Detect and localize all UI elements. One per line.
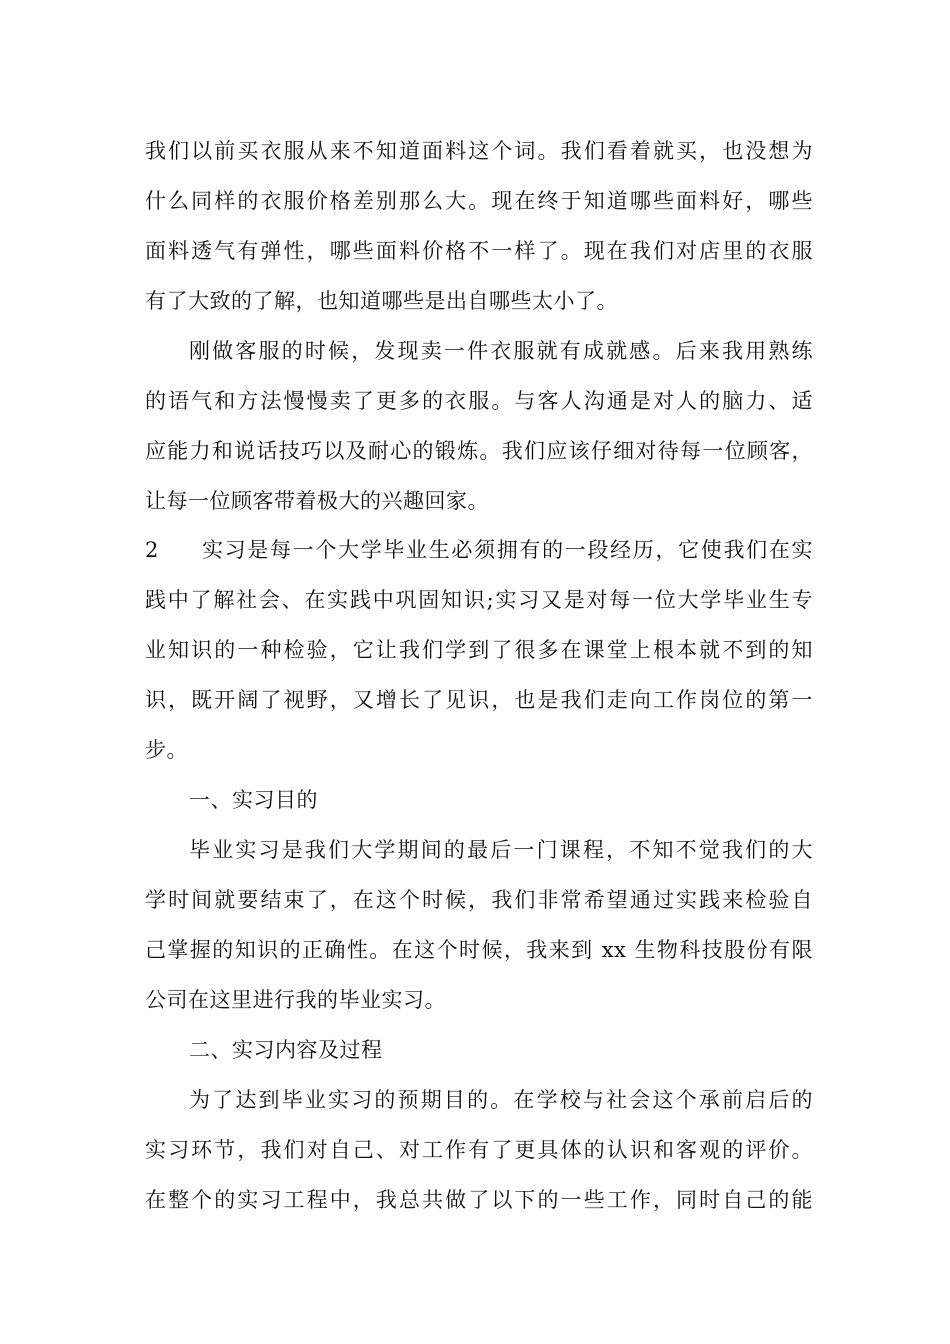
p2-line-4: 让每一位顾客带着极大的兴趣回家。 bbox=[145, 489, 489, 513]
p5-line-3: 在整个的实习工程中，我总共做了以下的一些工作，同时自己的能 bbox=[145, 1188, 813, 1212]
p2-line-3: 应能力和说话技巧以及耐心的锻炼。我们应该仔细对待每一位顾客， bbox=[145, 439, 813, 463]
p3-line-3: 业知识的一种检验，它让我们学到了很多在课堂上根本就不到的知 bbox=[145, 638, 813, 662]
p1-line-1: 我们以前买衣服从来不知道面料这个词。我们看着就买，也没想为 bbox=[145, 139, 813, 163]
section-number: 2 bbox=[145, 538, 159, 562]
p4-line-3: 己掌握的知识的正确性。在这个时候，我来到 xx 生物科技股份有限 bbox=[145, 938, 813, 962]
p5-line-2: 实习环节，我们对自己、对工作有了更具体的认识和客观的评价。 bbox=[145, 1138, 813, 1162]
section-heading-content: 二、实习内容及过程 bbox=[189, 1038, 383, 1062]
p3-line-5: 步。 bbox=[145, 738, 188, 762]
p3-line-2: 践中了解社会、在实践中巩固知识;实习又是对每一位大学毕业生专 bbox=[145, 588, 813, 612]
p5-line-1: 为了达到毕业实习的预期目的。在学校与社会这个承前启后的 bbox=[189, 1088, 813, 1112]
p2-line-2: 的语气和方法慢慢卖了更多的衣服。与客人沟通是对人的脑力、适 bbox=[145, 389, 813, 413]
section-heading-purpose: 一、实习目的 bbox=[189, 788, 318, 812]
p2-line-1: 刚做客服的时候，发现卖一件衣服就有成就感。后来我用熟练 bbox=[189, 339, 813, 363]
p1-line-2: 什么同样的衣服价格差别那么大。现在终于知道哪些面料好，哪些 bbox=[145, 189, 813, 213]
p4-line-2: 学时间就要结束了，在这个时候，我们非常希望通过实践来检验自 bbox=[145, 888, 813, 912]
p1-line-4: 有了大致的了解，也知道哪些是出自哪些太小了。 bbox=[145, 289, 618, 313]
p1-line-3: 面料透气有弹性，哪些面料价格不一样了。现在我们对店里的衣服 bbox=[145, 239, 813, 263]
p3-line-4: 识，既开阔了视野，又增长了见识，也是我们走向工作岗位的第一 bbox=[145, 688, 813, 712]
p3-line-1: 实习是每一个大学毕业生必须拥有的一段经历，它使我们在实 bbox=[202, 538, 813, 562]
p4-line-1: 毕业实习是我们大学期间的最后一门课程，不知不觉我们的大 bbox=[189, 838, 813, 862]
p4-line-4: 公司在这里进行我的毕业实习。 bbox=[145, 988, 446, 1012]
